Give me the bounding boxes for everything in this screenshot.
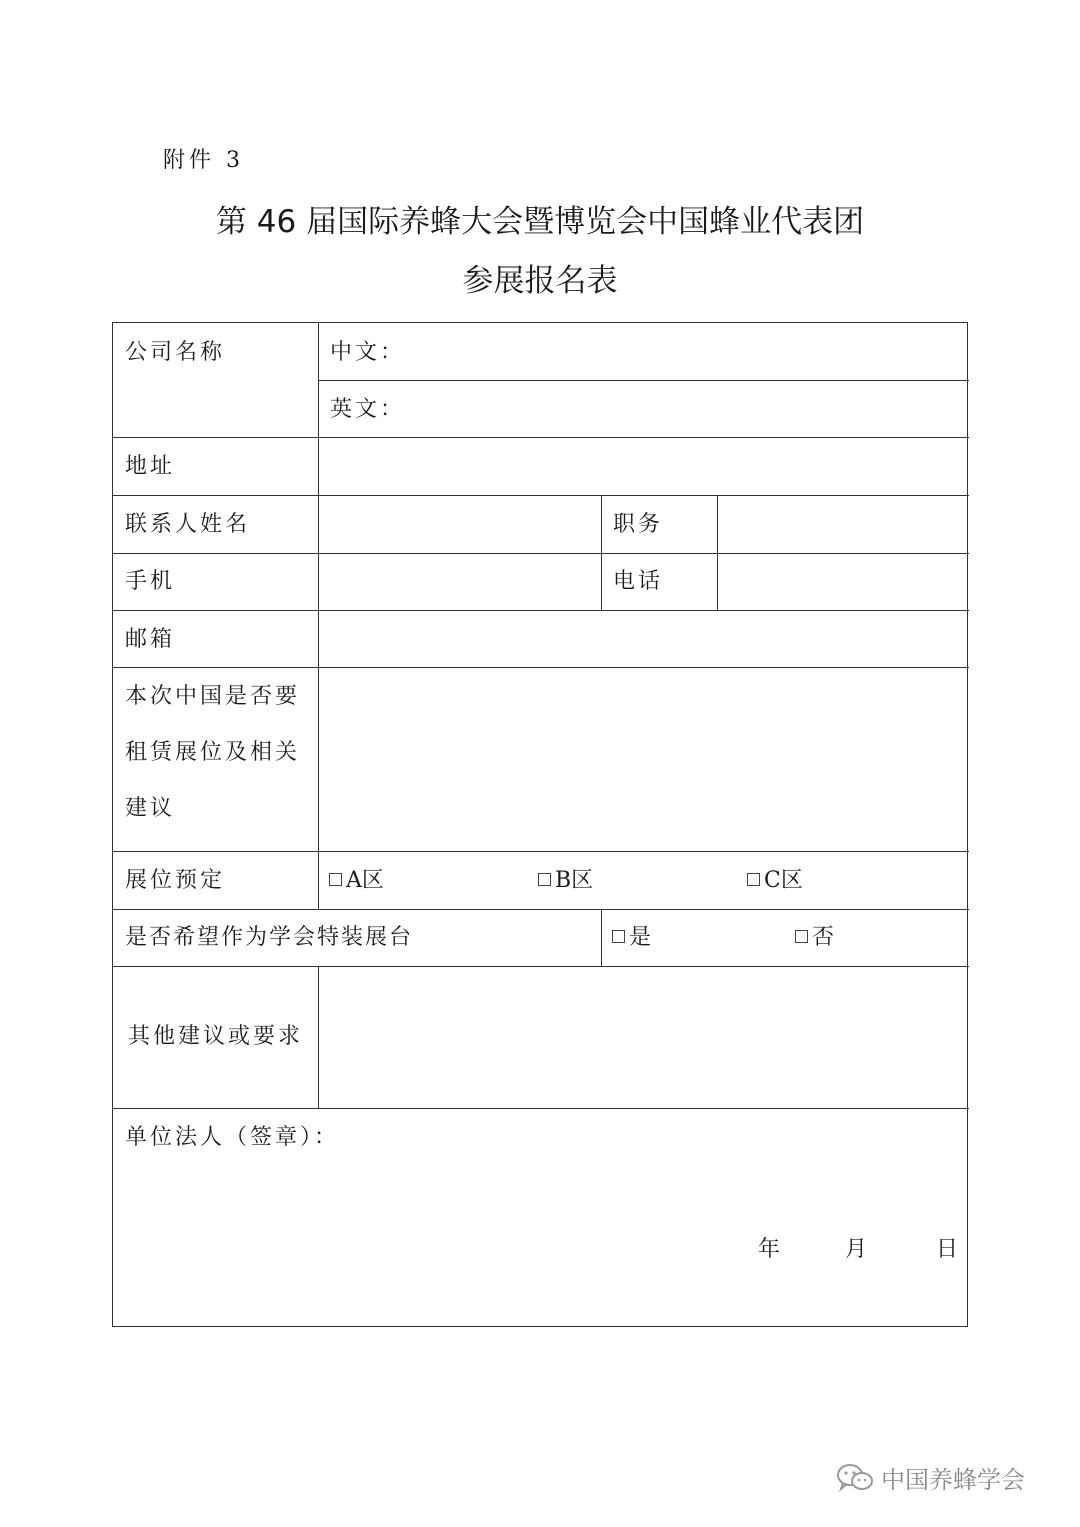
zone-c-option[interactable]: C区 — [747, 870, 803, 892]
phone-label: 电话 — [613, 569, 664, 594]
row-divider — [113, 909, 969, 910]
special-booth-label: 是否希望作为学会特装展台 — [125, 925, 414, 950]
row-divider — [113, 966, 969, 967]
column-divider — [601, 909, 602, 966]
english-name-field[interactable]: 英文： — [330, 397, 406, 422]
mobile-field[interactable] — [320, 555, 600, 609]
row-divider — [113, 495, 969, 496]
special-booth-yes-option[interactable]: 是 — [612, 927, 651, 949]
column-divider — [601, 495, 602, 610]
phone-field[interactable] — [719, 555, 967, 609]
page-title: 第 46 届国际养蜂大会暨博览会中国蜂业代表团 — [215, 204, 865, 240]
row-divider — [113, 437, 969, 438]
row-divider — [113, 667, 969, 668]
other-suggestions-label: 其他建议或要求 — [128, 1024, 304, 1049]
company-name-label: 公司名称 — [125, 340, 226, 365]
other-suggestions-field[interactable] — [320, 968, 967, 1107]
watermark-text: 中国养蜂学会 — [881, 1466, 1025, 1494]
page-subtitle: 参展报名表 — [462, 263, 618, 299]
row-divider — [113, 1108, 969, 1109]
booth-reservation-label: 展位预定 — [125, 868, 226, 893]
address-label: 地址 — [125, 454, 176, 479]
checkbox-icon[interactable] — [538, 873, 551, 886]
email-field[interactable] — [320, 612, 967, 666]
address-field[interactable] — [320, 439, 967, 494]
booth-rental-label-line2: 租赁展位及相关 — [125, 740, 301, 765]
position-field[interactable] — [719, 497, 967, 552]
attachment-label: 附件 3 — [163, 148, 244, 173]
special-booth-no-option[interactable]: 否 — [795, 927, 834, 949]
checkbox-icon[interactable] — [747, 873, 760, 886]
contact-name-label: 联系人姓名 — [125, 512, 251, 537]
checkbox-icon[interactable] — [612, 930, 625, 943]
chinese-name-field[interactable]: 中文： — [330, 340, 406, 365]
checkbox-icon[interactable] — [329, 873, 342, 886]
email-label: 邮箱 — [125, 627, 176, 652]
zone-b-option[interactable]: B区 — [538, 870, 593, 892]
row-divider — [113, 851, 969, 852]
column-divider — [318, 966, 319, 1108]
row-divider — [113, 610, 969, 611]
row-divider — [113, 553, 969, 554]
mobile-label: 手机 — [125, 569, 176, 594]
wechat-icon — [835, 1462, 875, 1494]
date-day-label: 日 — [936, 1237, 962, 1262]
registration-form — [112, 322, 968, 1327]
column-divider — [318, 323, 319, 909]
signature-area[interactable] — [115, 1110, 967, 1325]
row-divider — [318, 380, 969, 381]
date-year-label: 年 — [758, 1237, 784, 1262]
column-divider — [717, 495, 718, 610]
booth-rental-label-line3: 建议 — [125, 796, 176, 821]
zone-a-option[interactable]: A区 — [329, 870, 384, 892]
date-month-label: 月 — [845, 1237, 871, 1262]
watermark — [835, 1460, 1025, 1495]
position-label: 职务 — [613, 512, 664, 537]
contact-name-field[interactable] — [320, 497, 600, 552]
booth-rental-label-line1: 本次中国是否要 — [125, 684, 301, 709]
checkbox-icon[interactable] — [795, 930, 808, 943]
booth-rental-field[interactable] — [320, 669, 967, 850]
legal-representative-label: 单位法人（签章）： — [125, 1125, 340, 1150]
